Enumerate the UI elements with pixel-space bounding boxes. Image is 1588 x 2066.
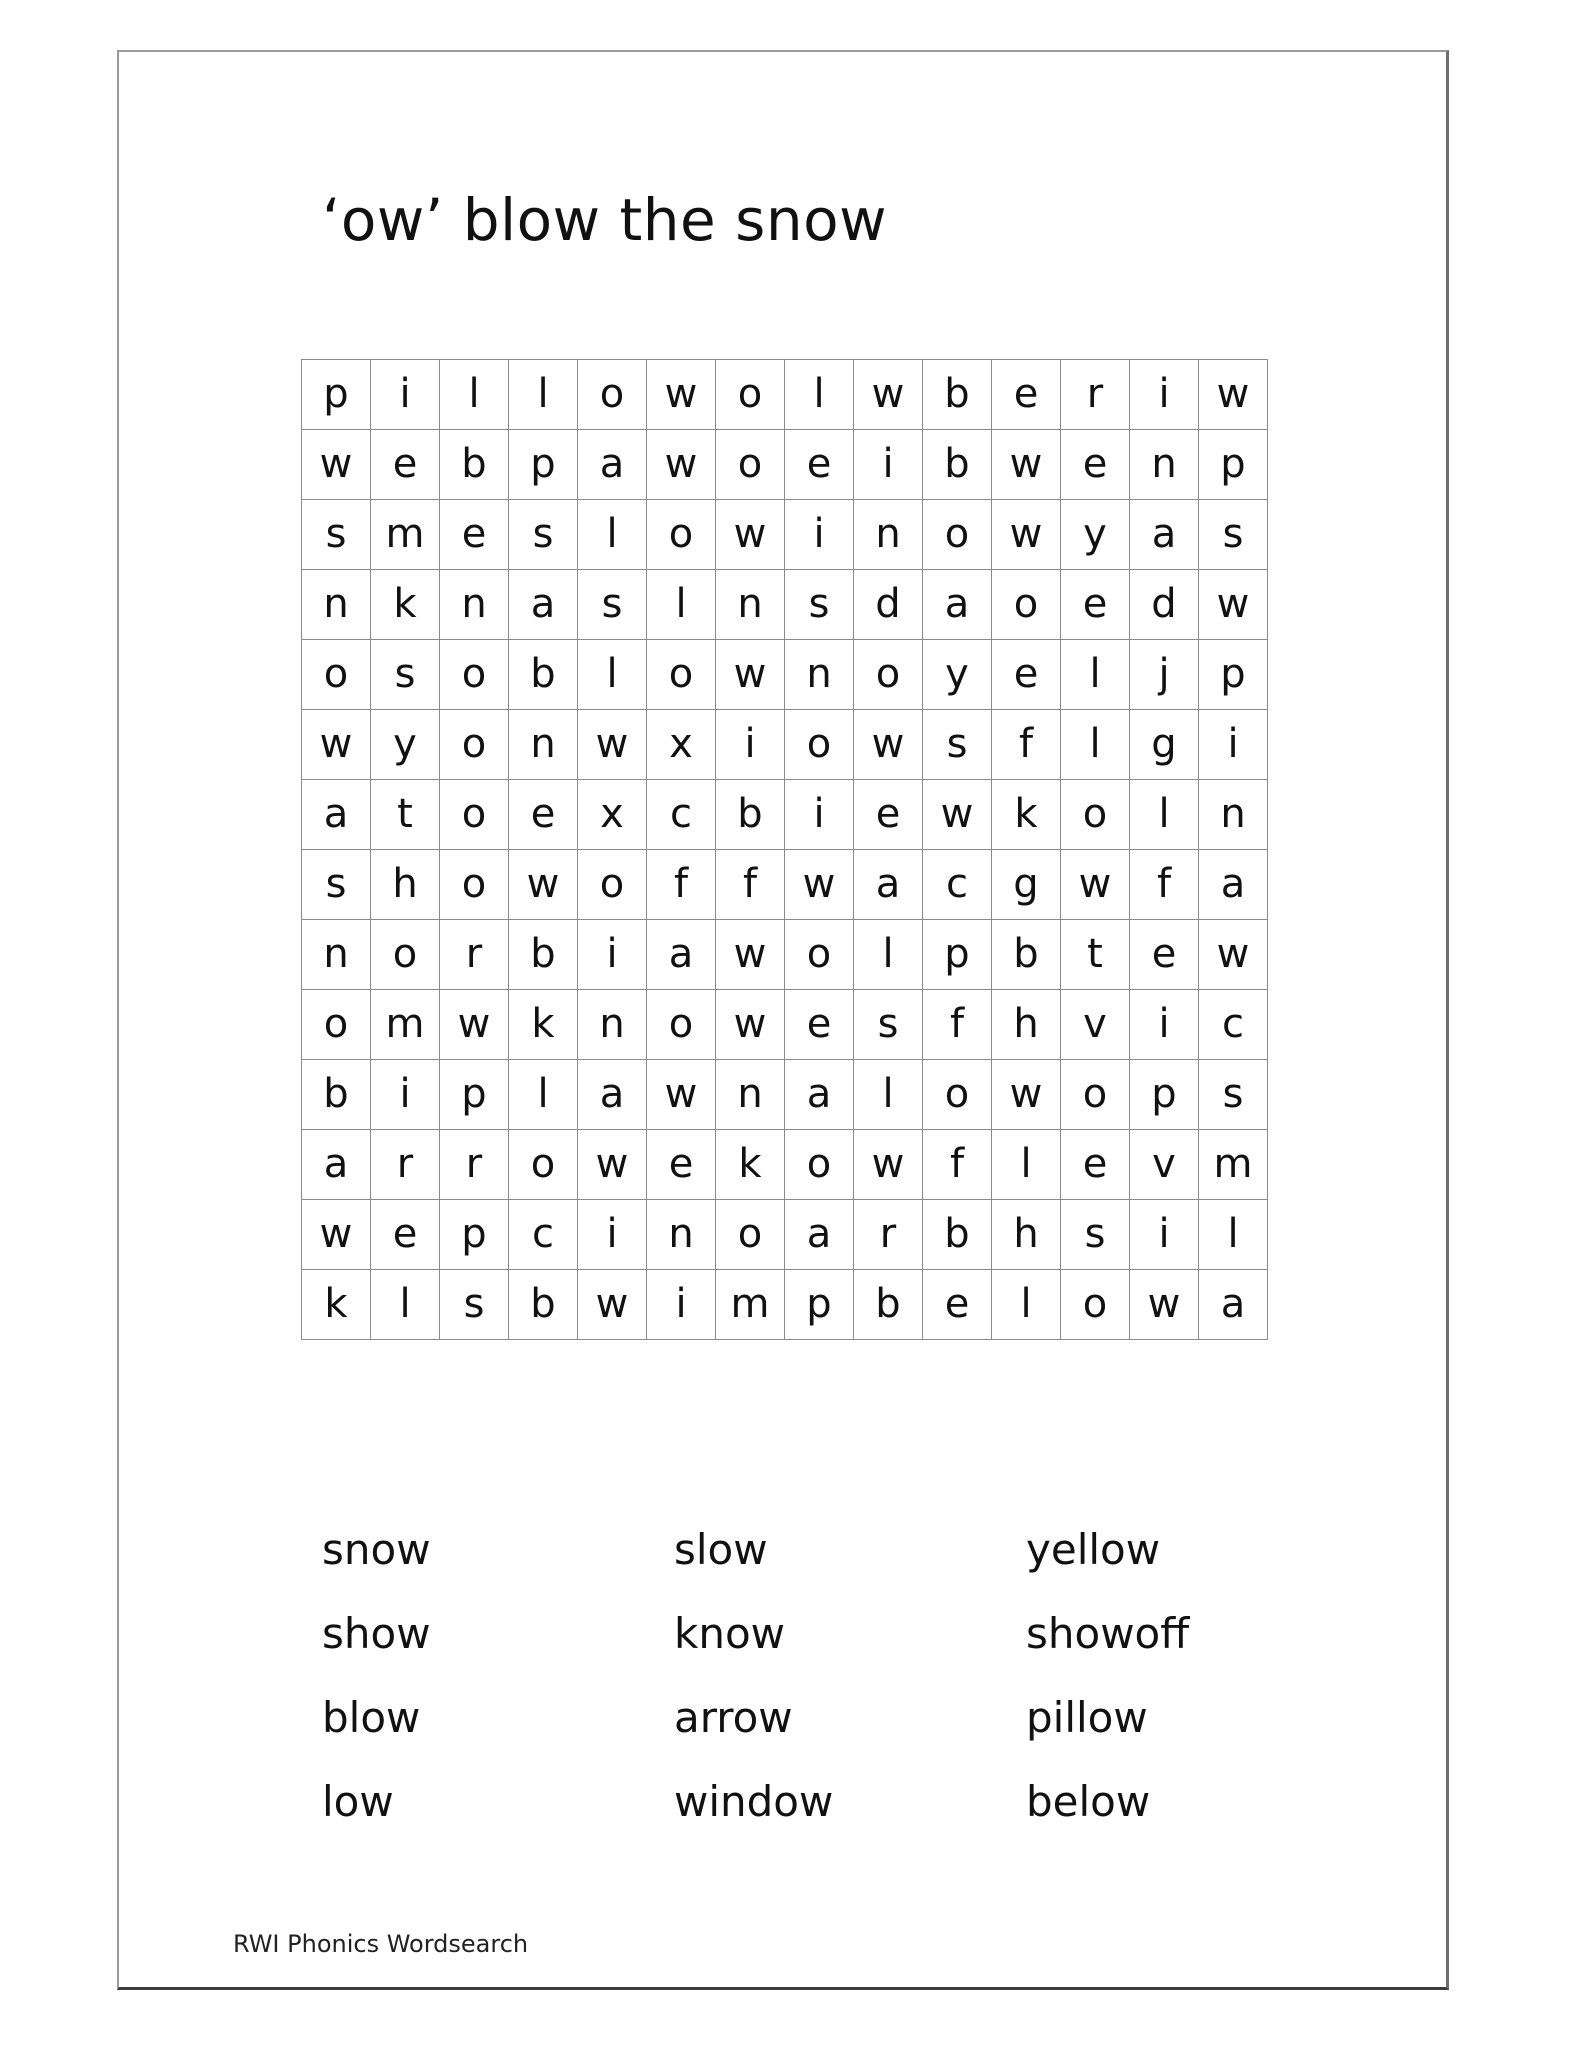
- grid-row: [302, 850, 1268, 920]
- grid-cell: a: [785, 1200, 854, 1270]
- grid-cell: l: [1061, 640, 1130, 710]
- grid-cell: n: [509, 710, 578, 780]
- word-item: snow: [322, 1525, 431, 1574]
- grid-row: [302, 780, 1268, 850]
- worksheet-title: ‘ow’ blow the snow: [322, 186, 888, 254]
- grid-cell: o: [1061, 780, 1130, 850]
- grid-cell: m: [371, 990, 440, 1060]
- grid-cell: p: [509, 430, 578, 500]
- grid-cell: w: [578, 1270, 647, 1340]
- grid-cell: f: [923, 1130, 992, 1200]
- grid-cell: b: [440, 430, 509, 500]
- grid-cell: v: [1130, 1130, 1199, 1200]
- grid-cell: n: [854, 500, 923, 570]
- word-list-column-1: [322, 1508, 642, 1844]
- grid-cell: l: [578, 500, 647, 570]
- grid-cell: w: [302, 1200, 371, 1270]
- grid-cell: t: [1061, 920, 1130, 990]
- grid-cell: w: [992, 1060, 1061, 1130]
- grid-cell: w: [854, 710, 923, 780]
- grid-cell: h: [371, 850, 440, 920]
- grid-cell: e: [992, 640, 1061, 710]
- grid-cell: o: [923, 1060, 992, 1130]
- grid-cell: n: [578, 990, 647, 1060]
- grid-cell: g: [1130, 710, 1199, 780]
- grid-cell: o: [440, 850, 509, 920]
- grid-cell: o: [440, 640, 509, 710]
- grid-cell: s: [302, 850, 371, 920]
- grid-cell: y: [371, 710, 440, 780]
- footer-text: RWI Phonics Wordsearch: [233, 1930, 529, 1958]
- grid-cell: o: [647, 640, 716, 710]
- grid-cell: w: [302, 430, 371, 500]
- grid-cell: n: [1199, 780, 1268, 850]
- grid-cell: i: [371, 360, 440, 430]
- grid-cell: x: [578, 780, 647, 850]
- grid-cell: o: [1061, 1060, 1130, 1130]
- grid-cell: w: [716, 920, 785, 990]
- grid-cell: m: [716, 1270, 785, 1340]
- grid-cell: a: [923, 570, 992, 640]
- grid-cell: r: [440, 920, 509, 990]
- grid-cell: b: [509, 920, 578, 990]
- grid-cell: b: [716, 780, 785, 850]
- grid-row: [302, 640, 1268, 710]
- grid-cell: x: [647, 710, 716, 780]
- grid-cell: n: [785, 640, 854, 710]
- grid-cell: e: [440, 500, 509, 570]
- grid-cell: a: [1199, 850, 1268, 920]
- grid-cell: m: [1199, 1130, 1268, 1200]
- grid-cell: g: [992, 850, 1061, 920]
- grid-cell: n: [716, 570, 785, 640]
- wordsearch-grid-body: [302, 360, 1268, 1340]
- grid-cell: p: [1130, 1060, 1199, 1130]
- grid-cell: i: [1130, 1200, 1199, 1270]
- grid-cell: r: [440, 1130, 509, 1200]
- grid-cell: a: [1199, 1270, 1268, 1340]
- grid-cell: e: [992, 360, 1061, 430]
- grid-cell: l: [1061, 710, 1130, 780]
- grid-cell: o: [371, 920, 440, 990]
- grid-cell: s: [578, 570, 647, 640]
- grid-cell: i: [371, 1060, 440, 1130]
- word-list: [322, 1508, 1382, 1848]
- grid-cell: e: [1130, 920, 1199, 990]
- grid-cell: n: [1130, 430, 1199, 500]
- grid-cell: s: [371, 640, 440, 710]
- grid-cell: s: [923, 710, 992, 780]
- grid-cell: o: [716, 1200, 785, 1270]
- grid-cell: n: [302, 570, 371, 640]
- grid-cell: f: [647, 850, 716, 920]
- grid-row: [302, 710, 1268, 780]
- grid-cell: e: [647, 1130, 716, 1200]
- grid-cell: w: [854, 1130, 923, 1200]
- grid-cell: a: [647, 920, 716, 990]
- grid-cell: c: [647, 780, 716, 850]
- grid-cell: w: [716, 990, 785, 1060]
- grid-row: [302, 920, 1268, 990]
- grid-cell: w: [578, 710, 647, 780]
- grid-cell: a: [302, 780, 371, 850]
- grid-cell: a: [578, 1060, 647, 1130]
- grid-cell: b: [854, 1270, 923, 1340]
- grid-cell: k: [716, 1130, 785, 1200]
- grid-cell: l: [509, 360, 578, 430]
- grid-cell: l: [1199, 1200, 1268, 1270]
- grid-cell: o: [440, 710, 509, 780]
- grid-cell: l: [509, 1060, 578, 1130]
- grid-cell: l: [578, 640, 647, 710]
- grid-cell: l: [371, 1270, 440, 1340]
- word-item: window: [674, 1777, 834, 1826]
- grid-cell: d: [854, 570, 923, 640]
- grid-cell: b: [302, 1060, 371, 1130]
- grid-cell: d: [1130, 570, 1199, 640]
- grid-cell: e: [1061, 430, 1130, 500]
- grid-cell: s: [785, 570, 854, 640]
- grid-cell: f: [923, 990, 992, 1060]
- grid-row: [302, 1060, 1268, 1130]
- grid-cell: s: [1061, 1200, 1130, 1270]
- grid-cell: a: [854, 850, 923, 920]
- word-list-column-3: [1026, 1508, 1346, 1844]
- grid-cell: w: [854, 360, 923, 430]
- grid-cell: p: [1199, 430, 1268, 500]
- grid-cell: w: [992, 430, 1061, 500]
- grid-cell: k: [302, 1270, 371, 1340]
- grid-cell: i: [1130, 990, 1199, 1060]
- grid-cell: e: [785, 990, 854, 1060]
- grid-cell: k: [509, 990, 578, 1060]
- grid-cell: o: [785, 710, 854, 780]
- grid-cell: k: [371, 570, 440, 640]
- grid-cell: i: [1130, 360, 1199, 430]
- grid-cell: e: [371, 430, 440, 500]
- grid-cell: i: [578, 920, 647, 990]
- grid-cell: o: [647, 990, 716, 1060]
- grid-cell: r: [854, 1200, 923, 1270]
- word-item: show: [322, 1609, 431, 1658]
- grid-cell: l: [992, 1130, 1061, 1200]
- grid-cell: i: [854, 430, 923, 500]
- grid-row: [302, 1130, 1268, 1200]
- grid-cell: o: [509, 1130, 578, 1200]
- grid-cell: b: [923, 430, 992, 500]
- grid-cell: l: [785, 360, 854, 430]
- grid-cell: w: [992, 500, 1061, 570]
- grid-cell: r: [1061, 360, 1130, 430]
- grid-cell: p: [440, 1200, 509, 1270]
- grid-cell: f: [1130, 850, 1199, 920]
- grid-cell: o: [992, 570, 1061, 640]
- grid-row: [302, 1200, 1268, 1270]
- grid-cell: o: [440, 780, 509, 850]
- grid-cell: f: [992, 710, 1061, 780]
- grid-cell: o: [647, 500, 716, 570]
- grid-cell: o: [578, 850, 647, 920]
- grid-cell: s: [302, 500, 371, 570]
- word-item: showoff: [1026, 1609, 1190, 1658]
- grid-cell: w: [716, 500, 785, 570]
- grid-cell: w: [785, 850, 854, 920]
- grid-cell: i: [1199, 710, 1268, 780]
- grid-cell: w: [1199, 920, 1268, 990]
- grid-cell: w: [1199, 570, 1268, 640]
- grid-cell: o: [785, 1130, 854, 1200]
- grid-cell: b: [923, 360, 992, 430]
- grid-cell: b: [992, 920, 1061, 990]
- grid-cell: w: [647, 360, 716, 430]
- grid-cell: e: [1061, 1130, 1130, 1200]
- grid-cell: r: [371, 1130, 440, 1200]
- grid-cell: e: [785, 430, 854, 500]
- grid-cell: n: [302, 920, 371, 990]
- grid-cell: w: [1130, 1270, 1199, 1340]
- grid-cell: w: [302, 710, 371, 780]
- grid-cell: e: [923, 1270, 992, 1340]
- grid-cell: p: [1199, 640, 1268, 710]
- grid-cell: k: [992, 780, 1061, 850]
- grid-cell: n: [440, 570, 509, 640]
- grid-cell: l: [992, 1270, 1061, 1340]
- grid-cell: t: [371, 780, 440, 850]
- grid-cell: o: [854, 640, 923, 710]
- grid-row: [302, 570, 1268, 640]
- word-item: slow: [674, 1525, 768, 1574]
- grid-cell: a: [509, 570, 578, 640]
- grid-cell: y: [1061, 500, 1130, 570]
- grid-cell: w: [716, 640, 785, 710]
- grid-cell: i: [716, 710, 785, 780]
- grid-cell: i: [647, 1270, 716, 1340]
- grid-cell: o: [302, 640, 371, 710]
- grid-cell: l: [440, 360, 509, 430]
- grid-cell: h: [992, 1200, 1061, 1270]
- grid-cell: o: [923, 500, 992, 570]
- grid-cell: s: [1199, 500, 1268, 570]
- grid-cell: n: [716, 1060, 785, 1130]
- grid-cell: s: [509, 500, 578, 570]
- grid-cell: s: [854, 990, 923, 1060]
- grid-cell: w: [1199, 360, 1268, 430]
- grid-cell: w: [647, 1060, 716, 1130]
- grid-cell: m: [371, 500, 440, 570]
- grid-cell: o: [302, 990, 371, 1060]
- grid-cell: s: [440, 1270, 509, 1340]
- grid-cell: f: [716, 850, 785, 920]
- grid-cell: b: [923, 1200, 992, 1270]
- grid-cell: w: [578, 1130, 647, 1200]
- grid-cell: w: [923, 780, 992, 850]
- grid-row: [302, 430, 1268, 500]
- grid-cell: b: [509, 640, 578, 710]
- grid-cell: c: [509, 1200, 578, 1270]
- grid-cell: i: [785, 780, 854, 850]
- grid-cell: h: [992, 990, 1061, 1060]
- grid-cell: i: [785, 500, 854, 570]
- grid-cell: w: [1061, 850, 1130, 920]
- grid-cell: y: [923, 640, 992, 710]
- word-item: know: [674, 1609, 785, 1658]
- word-item: yellow: [1026, 1525, 1161, 1574]
- wordsearch-grid: [301, 359, 1268, 1340]
- grid-cell: v: [1061, 990, 1130, 1060]
- word-item: below: [1026, 1777, 1151, 1826]
- grid-cell: a: [578, 430, 647, 500]
- grid-cell: o: [578, 360, 647, 430]
- grid-cell: s: [1199, 1060, 1268, 1130]
- grid-cell: w: [647, 430, 716, 500]
- word-item: arrow: [674, 1693, 793, 1742]
- grid-cell: w: [509, 850, 578, 920]
- grid-cell: c: [923, 850, 992, 920]
- word-item: pillow: [1026, 1693, 1148, 1742]
- grid-cell: p: [785, 1270, 854, 1340]
- grid-cell: o: [785, 920, 854, 990]
- grid-cell: l: [854, 920, 923, 990]
- grid-cell: e: [854, 780, 923, 850]
- grid-cell: a: [785, 1060, 854, 1130]
- grid-cell: b: [509, 1270, 578, 1340]
- grid-row: [302, 990, 1268, 1060]
- grid-cell: e: [1061, 570, 1130, 640]
- grid-row: [302, 360, 1268, 430]
- grid-cell: e: [509, 780, 578, 850]
- grid-row: [302, 1270, 1268, 1340]
- grid-cell: o: [716, 430, 785, 500]
- grid-cell: p: [440, 1060, 509, 1130]
- grid-cell: p: [923, 920, 992, 990]
- grid-cell: a: [1130, 500, 1199, 570]
- grid-cell: n: [647, 1200, 716, 1270]
- grid-cell: o: [1061, 1270, 1130, 1340]
- grid-cell: i: [578, 1200, 647, 1270]
- grid-cell: e: [371, 1200, 440, 1270]
- grid-cell: l: [1130, 780, 1199, 850]
- grid-cell: j: [1130, 640, 1199, 710]
- word-list-column-2: [674, 1508, 994, 1844]
- grid-cell: w: [440, 990, 509, 1060]
- grid-cell: a: [302, 1130, 371, 1200]
- grid-cell: o: [716, 360, 785, 430]
- word-item: blow: [322, 1693, 421, 1742]
- grid-cell: p: [302, 360, 371, 430]
- grid-cell: c: [1199, 990, 1268, 1060]
- grid-row: [302, 500, 1268, 570]
- word-item: low: [322, 1777, 394, 1826]
- grid-cell: l: [854, 1060, 923, 1130]
- grid-cell: l: [647, 570, 716, 640]
